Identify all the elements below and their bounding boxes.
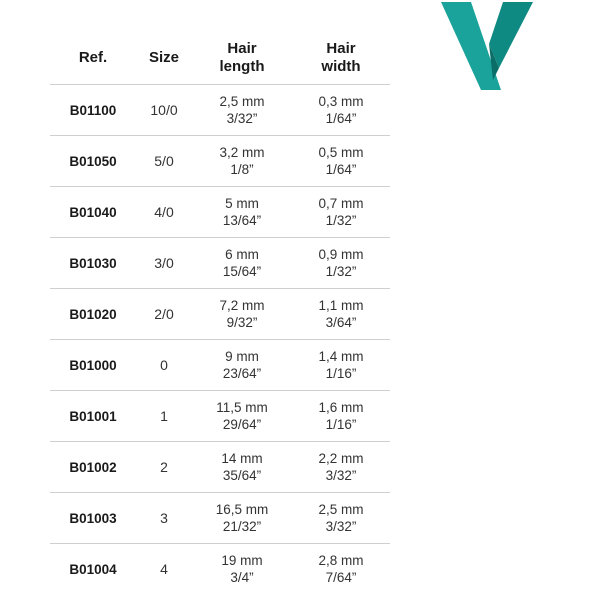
cell-hair-length xyxy=(192,544,292,590)
cell-hair-width-in: 1/32” xyxy=(325,213,357,228)
cell-hair-length xyxy=(192,391,292,442)
cell-hair-length xyxy=(192,493,292,544)
cell-size: 2/0 xyxy=(136,289,192,340)
cell-hair-length-mm: 5 mm xyxy=(225,196,259,211)
cell-ref: B01020 xyxy=(50,289,136,340)
cell-hair-length-in: 1/8” xyxy=(230,162,254,177)
cell-hair-width xyxy=(292,544,390,590)
cell-hair-length-mm: 19 mm xyxy=(221,553,263,568)
cell-hair-width xyxy=(292,340,390,391)
cell-hair-length-mm: 2,5 mm xyxy=(219,94,265,109)
cell-ref: B01100 xyxy=(50,85,136,136)
cell-ref: B01004 xyxy=(50,544,136,590)
header-hair-length-line1: Hair xyxy=(227,40,257,57)
cell-hair-width xyxy=(292,289,390,340)
header-hair-width-line1: Hair xyxy=(326,40,356,57)
header-hair-width xyxy=(292,32,390,85)
table-row xyxy=(50,442,390,493)
cell-hair-length-mm: 11,5 mm xyxy=(216,400,268,415)
cell-size: 5/0 xyxy=(136,136,192,187)
cell-hair-length-in: 9/32” xyxy=(226,315,258,330)
cell-hair-length-in: 23/64” xyxy=(222,366,262,381)
cell-hair-length-in: 3/4” xyxy=(230,570,254,585)
cell-hair-width xyxy=(292,85,390,136)
cell-hair-width-mm: 1,6 mm xyxy=(318,400,364,415)
header-ref: Ref. xyxy=(78,49,108,66)
table-row xyxy=(50,391,390,442)
table-row xyxy=(50,187,390,238)
cell-ref: B01003 xyxy=(50,493,136,544)
cell-hair-width-in: 1/16” xyxy=(325,366,357,381)
cell-size: 0 xyxy=(136,340,192,391)
cell-hair-width-mm: 0,7 mm xyxy=(318,196,364,211)
cell-size: 10/0 xyxy=(136,85,192,136)
cell-hair-length xyxy=(192,238,292,289)
header-hair-length xyxy=(192,32,292,85)
cell-hair-width-mm: 0,3 mm xyxy=(318,94,364,109)
cell-hair-length xyxy=(192,85,292,136)
cell-hair-width xyxy=(292,136,390,187)
cell-hair-width-mm: 0,5 mm xyxy=(318,145,364,160)
cell-hair-length xyxy=(192,136,292,187)
cell-hair-width-in: 1/64” xyxy=(325,111,357,126)
table-row xyxy=(50,136,390,187)
table-header-row xyxy=(50,32,390,85)
cell-hair-length xyxy=(192,289,292,340)
cell-hair-length-in: 35/64” xyxy=(222,468,262,483)
cell-hair-length-mm: 16,5 mm xyxy=(215,502,269,517)
header-size: Size xyxy=(148,49,179,66)
table-body xyxy=(50,85,390,590)
cell-hair-width-in: 1/32” xyxy=(325,264,357,279)
cell-hair-width-mm: 2,2 mm xyxy=(318,451,364,466)
cell-hair-length-in: 21/32” xyxy=(222,519,262,534)
table-row xyxy=(50,340,390,391)
cell-ref: B01001 xyxy=(50,391,136,442)
cell-hair-width xyxy=(292,442,390,493)
cell-hair-length xyxy=(192,442,292,493)
cell-hair-width xyxy=(292,391,390,442)
table-row xyxy=(50,238,390,289)
cell-hair-length-mm: 3,2 mm xyxy=(219,145,265,160)
cell-hair-width-in: 7/64” xyxy=(325,570,357,585)
brush-size-table xyxy=(50,32,390,590)
cell-ref: B01040 xyxy=(50,187,136,238)
cell-hair-width-mm: 2,5 mm xyxy=(318,502,364,517)
cell-size: 4 xyxy=(136,544,192,590)
brand-v-logo-icon xyxy=(441,0,537,92)
cell-hair-width-in: 1/64” xyxy=(325,162,357,177)
logo-right-stroke xyxy=(489,2,533,68)
cell-hair-width-in: 1/16” xyxy=(325,417,357,432)
cell-hair-width-mm: 2,8 mm xyxy=(318,553,364,568)
cell-hair-width xyxy=(292,238,390,289)
cell-hair-length-in: 3/32” xyxy=(226,111,258,126)
cell-hair-width xyxy=(292,187,390,238)
cell-ref: B01050 xyxy=(50,136,136,187)
cell-hair-length-mm: 6 mm xyxy=(225,247,259,262)
cell-hair-length-in: 29/64” xyxy=(222,417,262,432)
cell-size: 4/0 xyxy=(136,187,192,238)
cell-hair-length-mm: 9 mm xyxy=(225,349,259,364)
cell-hair-length-mm: 14 mm xyxy=(221,451,263,466)
header-hair-length-line2: length xyxy=(219,58,265,75)
cell-hair-length xyxy=(192,340,292,391)
cell-hair-width-mm: 1,1 mm xyxy=(318,298,364,313)
cell-ref: B01030 xyxy=(50,238,136,289)
cell-hair-width-mm: 0,9 mm xyxy=(318,247,364,262)
cell-hair-width-in: 3/64” xyxy=(325,315,357,330)
header-hair-width-line2: width xyxy=(321,58,361,75)
cell-size: 3/0 xyxy=(136,238,192,289)
cell-ref: B01002 xyxy=(50,442,136,493)
table-row xyxy=(50,289,390,340)
cell-ref: B01000 xyxy=(50,340,136,391)
cell-size: 1 xyxy=(136,391,192,442)
table-row xyxy=(50,493,390,544)
cell-size: 2 xyxy=(136,442,192,493)
cell-hair-length-in: 13/64” xyxy=(222,213,262,228)
cell-hair-length-in: 15/64” xyxy=(222,264,262,279)
cell-hair-width-in: 3/32” xyxy=(325,468,357,483)
table-row xyxy=(50,544,390,590)
cell-hair-length-mm: 7,2 mm xyxy=(219,298,265,313)
cell-hair-width xyxy=(292,493,390,544)
table-row xyxy=(50,85,390,136)
cell-hair-width-in: 3/32” xyxy=(325,519,357,534)
cell-hair-length xyxy=(192,187,292,238)
cell-hair-width-mm: 1,4 mm xyxy=(318,349,364,364)
cell-size: 3 xyxy=(136,493,192,544)
